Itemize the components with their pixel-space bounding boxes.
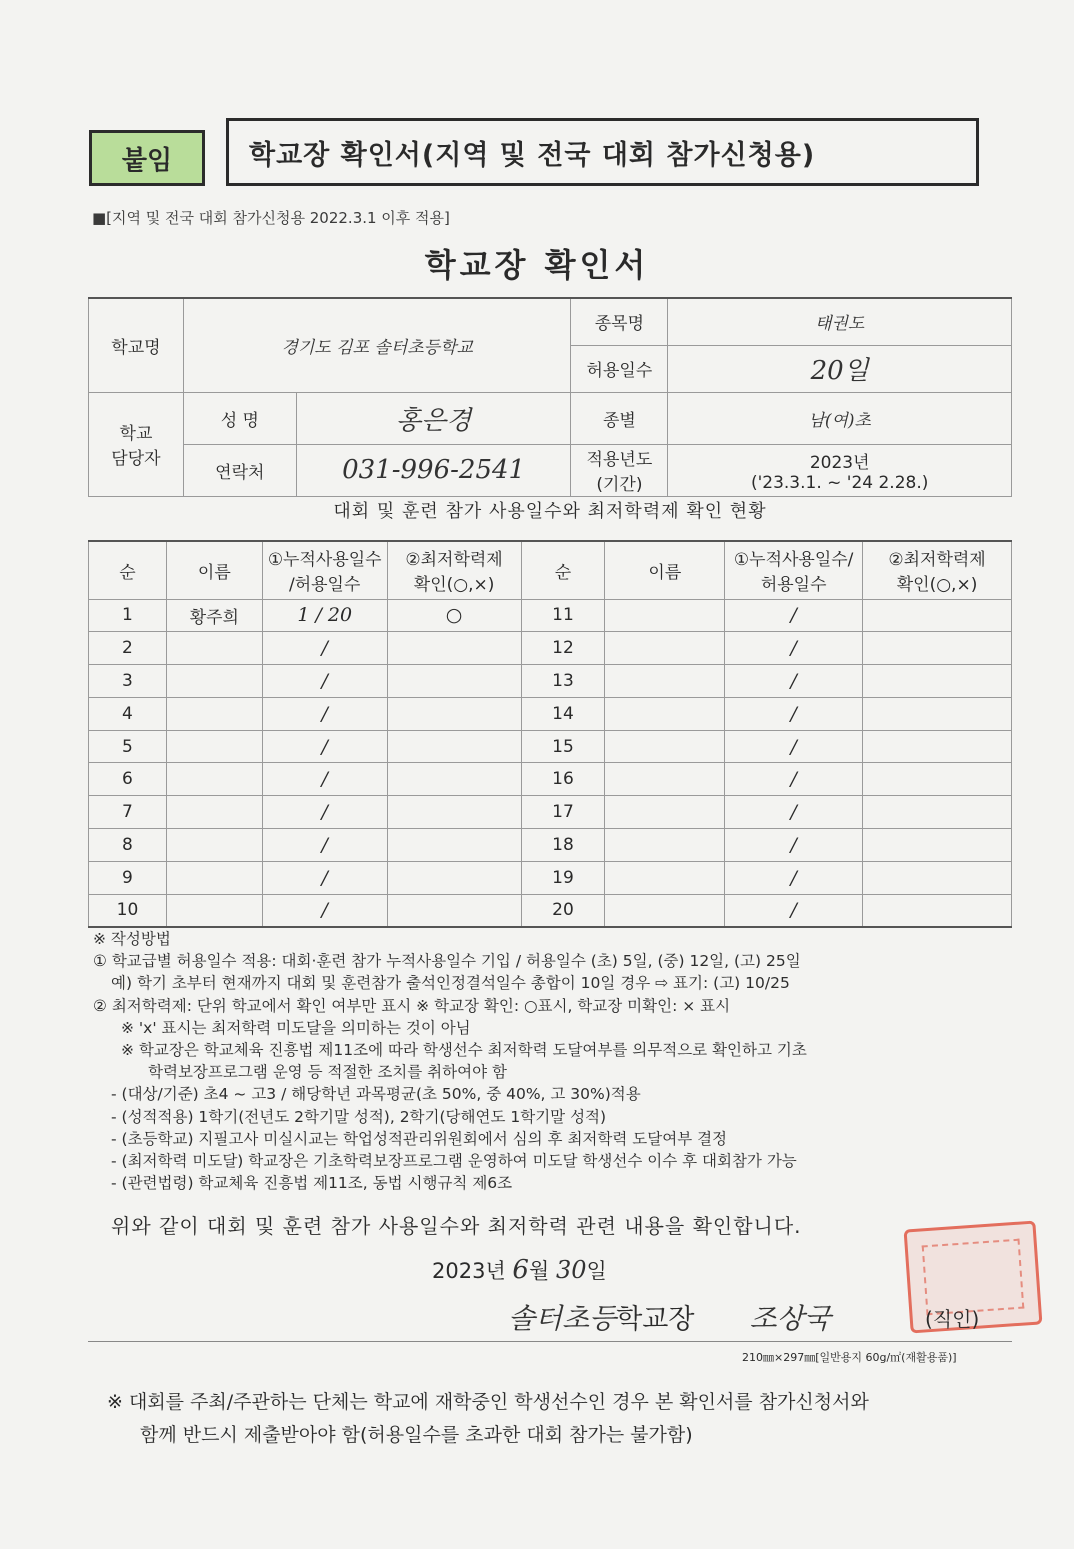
row-days: / <box>725 599 863 632</box>
note-line: - (성적적용) 1학기(전년도 2학기말 성적), 2학기(당해연도 1학기말 성적) <box>111 1107 607 1126</box>
row-name <box>605 632 725 665</box>
row-check <box>387 829 521 862</box>
row-no: 16 <box>521 763 605 796</box>
note-line: - (관련법령) 학교체육 진흥법 제11조, 동법 시행규칙 제6조 <box>111 1174 513 1193</box>
school-value: 경기도 김포 솔터초등학교 <box>183 298 571 392</box>
row-no: 8 <box>89 829 167 862</box>
col-no-left: 순 <box>89 541 167 599</box>
row-check <box>863 599 1012 632</box>
footer-line: 함께 반드시 제출받아야 함(허용일수를 초과한 대회 참가는 불가함) <box>140 1424 693 1446</box>
gender-value: 남(여)초 <box>668 392 1012 444</box>
event-value: 태권도 <box>668 298 1012 345</box>
row-check <box>863 861 1012 894</box>
row-check <box>863 697 1012 730</box>
row-check <box>387 861 521 894</box>
row-name <box>605 730 725 763</box>
table-row <box>89 894 1012 927</box>
row-name <box>166 730 262 763</box>
row-days: / <box>725 665 863 698</box>
row-name <box>605 763 725 796</box>
row-name <box>605 697 725 730</box>
row-days: / <box>262 829 387 862</box>
col-days-right-l2: 허용일수 <box>760 575 827 596</box>
year-value-line1: 2023년 <box>809 452 870 473</box>
row-no: 10 <box>89 894 167 927</box>
row-days: / <box>725 861 863 894</box>
year-label-line2: (기간) <box>596 475 643 495</box>
row-no: 3 <box>89 665 167 698</box>
date-day-unit: 일 <box>586 1259 607 1283</box>
note-line: 예) 학기 초부터 현재까지 대회 및 훈련참가 출석인정결석일수 총합이 10일 경우 ⇨ 표기: (고) 10/25 <box>111 974 790 993</box>
note-line: - (초등학교) 지필고사 미실시교는 학업성적관리위원회에서 심의 후 최저학력 도달여부 결정 <box>111 1129 728 1148</box>
row-no: 19 <box>521 861 605 894</box>
row-name <box>166 697 262 730</box>
row-days: / <box>725 894 863 927</box>
row-check <box>387 763 521 796</box>
school-label: 학교명 <box>89 298 184 392</box>
table-row <box>89 796 1012 829</box>
row-check <box>863 632 1012 665</box>
col-check-left <box>387 541 521 599</box>
col-days-left <box>262 541 387 599</box>
name-value: 홍은경 <box>296 392 571 444</box>
row-check <box>387 665 521 698</box>
row-days: / <box>725 829 863 862</box>
col-check-right <box>863 541 1012 599</box>
info-table <box>88 297 1012 497</box>
contact-value: 031-996-2541 <box>296 444 571 496</box>
note-line: ※ 학교장은 학교체육 진흥법 제11조에 따라 학생선수 최저학력 도달여부를 의무적으로 확인하고 기초 <box>121 1041 807 1060</box>
name-label: 성 명 <box>183 392 296 444</box>
event-label: 종목명 <box>571 298 668 345</box>
date-year: 2023년 <box>432 1259 506 1283</box>
row-check <box>863 894 1012 927</box>
gender-label: 종별 <box>571 392 668 444</box>
row-name <box>166 796 262 829</box>
row-name <box>166 829 262 862</box>
note-line: ① 학교급별 허용일수 적용: 대회·훈련 참가 누적사용일수 기입 / 허용일수 (초) 5일, (중) 12일, (고) 25일 <box>93 952 801 971</box>
issue-date <box>432 1255 607 1285</box>
year-label-line1: 적용년도 <box>586 450 653 470</box>
row-no: 18 <box>521 829 605 862</box>
row-check <box>387 632 521 665</box>
contact-label: 연락처 <box>183 444 296 496</box>
col-name-right: 이름 <box>605 541 725 599</box>
row-check <box>863 763 1012 796</box>
col-days-right <box>725 541 863 599</box>
row-days: / <box>262 665 387 698</box>
row-name <box>166 632 262 665</box>
seal-mark: (직인) <box>925 1307 980 1331</box>
row-check <box>387 730 521 763</box>
row-days: / <box>262 730 387 763</box>
col-days-right-l1: ①누적사용일수/ <box>733 550 854 571</box>
row-no: 11 <box>521 599 605 632</box>
row-no: 14 <box>521 697 605 730</box>
year-label <box>571 444 668 496</box>
row-no: 2 <box>89 632 167 665</box>
participant-table <box>88 540 1012 928</box>
row-no: 4 <box>89 697 167 730</box>
row-days: / <box>725 632 863 665</box>
row-days: / <box>262 697 387 730</box>
status-title: 대회 및 훈련 참가 사용일수와 최저학력제 확인 현황 <box>333 501 767 522</box>
paper-spec: 210㎜×297㎜[일반용지 60g/㎡(재활용품)] <box>742 1351 957 1364</box>
row-days: / <box>262 861 387 894</box>
row-days: / <box>262 632 387 665</box>
year-value-line2: ('23.3.1. ~ '24 2.28.) <box>750 472 929 493</box>
signature-name: 조상국 <box>749 1302 831 1335</box>
row-check <box>863 796 1012 829</box>
row-days: / <box>262 796 387 829</box>
date-month: 6 <box>512 1255 529 1285</box>
row-name <box>605 599 725 632</box>
row-days: / <box>725 796 863 829</box>
row-days: / <box>725 730 863 763</box>
table-row <box>89 665 1012 698</box>
row-no: 13 <box>521 665 605 698</box>
row-check <box>387 697 521 730</box>
row-check <box>387 894 521 927</box>
signature-role: 학교장 <box>616 1304 695 1335</box>
row-no: 12 <box>521 632 605 665</box>
col-check-right-l2: 확인(○,×) <box>896 575 978 596</box>
footer-note <box>107 1386 869 1452</box>
col-no-right: 순 <box>521 541 605 599</box>
row-name <box>166 894 262 927</box>
manager-label-line2: 담당자 <box>111 449 161 469</box>
writing-instructions <box>93 928 1023 1194</box>
col-check-left-l1: ②최저학력제 <box>405 550 503 571</box>
note-line: ② 최저학력제: 단위 학교에서 확인 여부만 표시 ※ 학교장 확인: ○표시, 학교장 미확인: × 표시 <box>93 996 731 1015</box>
manager-label <box>89 392 184 496</box>
note-line: - (대상/기준) 초4 ~ 고3 / 해당학년 과목평균(초 50%, 중 40%, 고 30%)적용 <box>111 1085 641 1104</box>
col-days-left-l2: /허용일수 <box>288 575 361 596</box>
application-note: ■[지역 및 전국 대회 참가신청용 2022.3.1 이후 적용] <box>92 209 450 227</box>
table-row <box>89 632 1012 665</box>
note-line: 학력보장프로그램 운영 등 적절한 조치를 취하여야 함 <box>148 1063 507 1082</box>
row-days: / <box>725 763 863 796</box>
allowed-days-label: 허용일수 <box>571 345 668 392</box>
manager-label-line1: 학교 <box>119 424 153 444</box>
table-row <box>89 861 1012 894</box>
footer-line: ※ 대회를 주최/주관하는 단체는 학교에 재학중인 학생선수인 경우 본 확인서를 참가신청서와 <box>107 1391 869 1413</box>
col-check-left-l2: 확인(○,×) <box>413 575 495 596</box>
row-name <box>166 861 262 894</box>
row-name <box>605 829 725 862</box>
date-day: 30 <box>555 1256 587 1284</box>
col-check-right-l1: ②최저학력제 <box>888 550 986 571</box>
divider <box>88 1341 1012 1342</box>
row-no: 17 <box>521 796 605 829</box>
year-value <box>668 444 1012 496</box>
row-check <box>863 730 1012 763</box>
row-days: 1 / 20 <box>262 599 387 632</box>
row-days: / <box>725 697 863 730</box>
date-month-unit: 월 <box>528 1259 550 1283</box>
table-row <box>89 829 1012 862</box>
row-no: 7 <box>89 796 167 829</box>
col-days-left-l1: ①누적사용일수 <box>267 550 382 571</box>
table-row <box>89 763 1012 796</box>
table-row <box>89 730 1012 763</box>
attachment-badge: 붙임 <box>89 130 205 186</box>
row-check <box>387 796 521 829</box>
note-line: - (최저학력 미도달) 학교장은 기초학력보장프로그램 운영하여 미도달 학생선수 이수 후 대회참가 가능 <box>111 1152 797 1171</box>
header-title: 학교장 확인서(지역 및 전국 대회 참가신청용) <box>226 118 979 186</box>
row-no: 20 <box>521 894 605 927</box>
row-check: ○ <box>387 599 521 632</box>
page-title: 학교장 확인서 <box>424 246 650 284</box>
row-name <box>605 894 725 927</box>
row-name <box>605 665 725 698</box>
row-days: / <box>262 894 387 927</box>
row-name: 황주희 <box>166 599 262 632</box>
row-no: 1 <box>89 599 167 632</box>
col-name-left: 이름 <box>166 541 262 599</box>
row-days: / <box>262 763 387 796</box>
signature-line <box>508 1297 831 1337</box>
note-line: ※ 'x' 표시는 최저학력 미도달을 의미하는 것이 아님 <box>121 1018 471 1037</box>
row-name <box>166 763 262 796</box>
note-line: ※ 작성방법 <box>93 930 171 948</box>
table-row <box>89 697 1012 730</box>
row-name <box>605 796 725 829</box>
table-row <box>89 599 1012 632</box>
confirm-statement: 위와 같이 대회 및 훈련 참가 사용일수와 최저학력 관련 내용을 확인합니다. <box>111 1214 802 1238</box>
row-no: 15 <box>521 730 605 763</box>
row-check <box>863 665 1012 698</box>
row-no: 6 <box>89 763 167 796</box>
row-check <box>863 829 1012 862</box>
signature-school: 솔터초등 <box>508 1302 617 1335</box>
row-no: 5 <box>89 730 167 763</box>
row-name <box>166 665 262 698</box>
row-no: 9 <box>89 861 167 894</box>
allowed-days-value: 20일 <box>668 345 1012 392</box>
row-name <box>605 861 725 894</box>
